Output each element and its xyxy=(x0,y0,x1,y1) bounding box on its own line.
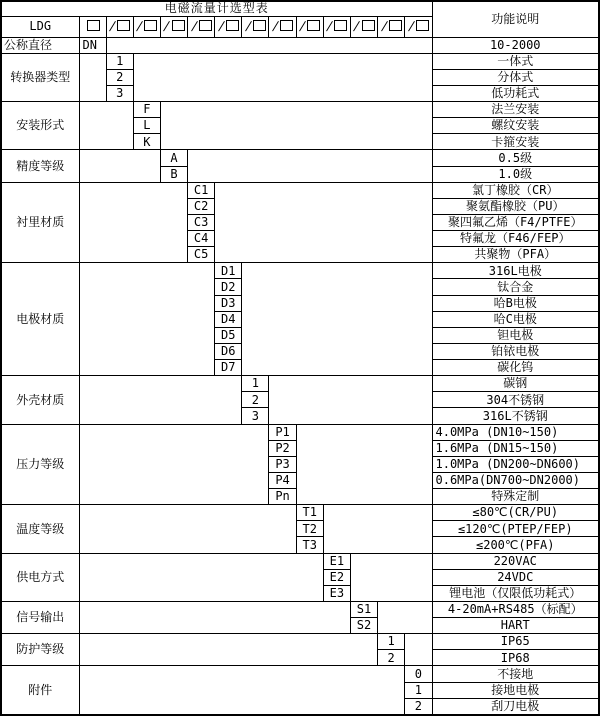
code-cell: 1 xyxy=(378,634,405,650)
selection-box-cell xyxy=(405,16,432,37)
code-cell: 1 xyxy=(242,376,269,392)
empty-cell xyxy=(133,53,432,101)
function-description-header: 功能说明 xyxy=(432,1,599,37)
table-row xyxy=(1,505,599,521)
selection-box-cell xyxy=(188,16,215,37)
code-cell: L xyxy=(133,118,160,134)
table-row xyxy=(1,102,599,118)
slash-separator: / xyxy=(298,19,308,33)
description-cell: 一体式 xyxy=(432,53,599,69)
code-cell: T1 xyxy=(296,505,323,521)
table-row xyxy=(1,666,599,682)
selection-box-icon xyxy=(280,20,293,31)
code-cell: 0 xyxy=(405,666,432,682)
section-label: 安装形式 xyxy=(1,102,79,150)
section-label: 公称直径 xyxy=(1,37,79,53)
selection-box-cell xyxy=(242,16,269,37)
table-row xyxy=(1,263,599,279)
table-row xyxy=(1,424,599,440)
description-cell: 共聚物（PFA） xyxy=(432,247,599,263)
description-cell: 刮刀电极 xyxy=(432,698,599,715)
description-cell: IP65 xyxy=(432,634,599,650)
description-cell: 螺纹安装 xyxy=(432,118,599,134)
empty-cell xyxy=(79,666,405,715)
empty-cell xyxy=(79,634,378,666)
description-cell: 1.0级 xyxy=(432,166,599,182)
code-cell: 1 xyxy=(106,53,133,69)
description-cell: 氯丁橡胶（CR） xyxy=(432,182,599,198)
table-title: 电磁流量计选型表 xyxy=(1,1,432,16)
code-cell: 2 xyxy=(378,650,405,666)
description-cell: 不接地 xyxy=(432,666,599,682)
empty-cell xyxy=(378,601,432,633)
section-label: 供电方式 xyxy=(1,553,79,601)
description-cell: 特氟龙（F46/FEP） xyxy=(432,231,599,247)
selection-box-cell xyxy=(160,16,187,37)
empty-cell xyxy=(79,263,215,376)
description-cell: 特殊定制 xyxy=(432,489,599,505)
description-cell: 0.5级 xyxy=(432,150,599,166)
code-cell: P1 xyxy=(269,424,296,440)
selection-box-cell xyxy=(350,16,377,37)
empty-cell xyxy=(79,424,269,505)
selection-box-icon xyxy=(172,20,185,31)
code-cell: B xyxy=(160,166,187,182)
slash-separator: / xyxy=(135,19,145,33)
empty-cell xyxy=(79,150,160,182)
slash-separator: / xyxy=(162,19,172,33)
selection-box-cell xyxy=(269,16,296,37)
description-cell: 聚四氟乙烯（F4/PTFE） xyxy=(432,214,599,230)
slash-separator: / xyxy=(270,19,281,33)
description-cell: 220VAC xyxy=(432,553,599,569)
code-cell: C3 xyxy=(188,214,215,230)
selection-box-icon xyxy=(87,20,100,31)
table-row xyxy=(1,53,599,69)
slash-separator: / xyxy=(216,19,226,33)
description-cell: 哈B电极 xyxy=(432,295,599,311)
section-label: 外壳材质 xyxy=(1,376,79,424)
empty-cell xyxy=(350,553,432,601)
empty-cell xyxy=(79,553,323,601)
description-cell: 304不锈钢 xyxy=(432,392,599,408)
slash-separator: / xyxy=(379,19,389,33)
empty-cell xyxy=(269,376,432,424)
table-row xyxy=(1,634,599,650)
slash-separator: / xyxy=(108,19,118,33)
section-label: 温度等级 xyxy=(1,505,79,553)
slash-separator: / xyxy=(406,19,416,33)
selection-box-cell xyxy=(106,16,133,37)
empty-cell xyxy=(188,150,432,182)
description-cell: 4.0MPa (DN10~150) xyxy=(432,424,599,440)
description-cell: 24VDC xyxy=(432,569,599,585)
code-cell: E3 xyxy=(323,585,350,601)
description-cell: 钽电极 xyxy=(432,327,599,343)
table-row xyxy=(1,553,599,569)
slash-separator: / xyxy=(352,19,362,33)
table-row xyxy=(1,601,599,617)
selection-box-cell xyxy=(296,16,323,37)
description-cell: 聚氨酯橡胶（PU） xyxy=(432,198,599,214)
empty-cell xyxy=(79,102,133,150)
code-cell: P3 xyxy=(269,456,296,472)
code-cell: P2 xyxy=(269,440,296,456)
description-cell: 卡箍安装 xyxy=(432,134,599,150)
code-cell: E2 xyxy=(323,569,350,585)
selection-box-icon xyxy=(389,20,402,31)
selection-box-icon xyxy=(334,20,347,31)
description-cell: ≤200℃(PFA) xyxy=(432,537,599,553)
description-cell: 法兰安装 xyxy=(432,102,599,118)
model-prefix: LDG xyxy=(1,16,79,37)
code-cell: C2 xyxy=(188,198,215,214)
description-cell: 10-2000 xyxy=(432,37,599,53)
code-cell: T2 xyxy=(296,521,323,537)
description-cell: 钛合金 xyxy=(432,279,599,295)
description-cell: HART xyxy=(432,618,599,634)
description-cell: 4-20mA+RS485（标配） xyxy=(432,601,599,617)
code-cell: 2 xyxy=(106,69,133,85)
selection-box-icon xyxy=(307,20,320,31)
empty-cell xyxy=(242,263,432,376)
code-cell: C4 xyxy=(188,231,215,247)
code-cell: 2 xyxy=(405,698,432,715)
code-cell: F xyxy=(133,102,160,118)
empty-cell xyxy=(79,505,296,553)
section-label: 衬里材质 xyxy=(1,182,79,263)
selection-box-cell xyxy=(215,16,242,37)
description-cell: 分体式 xyxy=(432,69,599,85)
description-cell: ≤80℃(CR/PU) xyxy=(432,505,599,521)
slash-separator: / xyxy=(325,19,335,33)
description-cell: 316L电极 xyxy=(432,263,599,279)
empty-cell xyxy=(79,376,242,424)
code-cell: 2 xyxy=(242,392,269,408)
selection-box-cell xyxy=(133,16,160,37)
selection-box-icon xyxy=(144,20,157,31)
description-cell: 锂电池（仅限低功耗式） xyxy=(432,585,599,601)
description-cell: 1.0MPa (DN200~DN600) xyxy=(432,456,599,472)
description-cell: 接地电极 xyxy=(432,682,599,698)
section-label: 防护等级 xyxy=(1,634,79,666)
description-cell: 1.6MPa (DN15~150) xyxy=(432,440,599,456)
selection-box-icon xyxy=(117,20,130,31)
empty-cell xyxy=(79,53,106,101)
code-cell: D3 xyxy=(215,295,242,311)
section-label: 信号输出 xyxy=(1,601,79,633)
code-cell: D7 xyxy=(215,360,242,376)
table-row xyxy=(1,376,599,392)
code-cell: DN xyxy=(79,37,106,53)
selection-box-icon xyxy=(362,20,375,31)
code-cell: K xyxy=(133,134,160,150)
code-cell: S2 xyxy=(350,618,377,634)
empty-cell xyxy=(79,182,188,263)
empty-cell xyxy=(106,37,432,53)
code-cell: 1 xyxy=(405,682,432,698)
selection-box-icon xyxy=(253,20,266,31)
empty-cell xyxy=(296,424,432,505)
empty-cell xyxy=(160,102,432,150)
description-cell: 316L不锈钢 xyxy=(432,408,599,424)
code-cell: T3 xyxy=(296,537,323,553)
slash-separator: / xyxy=(243,19,254,33)
table-row xyxy=(1,37,599,53)
selection-box-cell xyxy=(378,16,405,37)
description-cell: 0.6MPa(DN700~DN2000) xyxy=(432,472,599,488)
description-cell: IP68 xyxy=(432,650,599,666)
code-cell: E1 xyxy=(323,553,350,569)
code-cell: 3 xyxy=(242,408,269,424)
code-cell: D2 xyxy=(215,279,242,295)
code-cell: D6 xyxy=(215,343,242,359)
description-cell: ≤120℃(PTEP/FEP) xyxy=(432,521,599,537)
section-label: 压力等级 xyxy=(1,424,79,505)
slash-separator: / xyxy=(189,19,199,33)
empty-cell xyxy=(405,634,432,666)
code-cell: D5 xyxy=(215,327,242,343)
selection-box-cell xyxy=(79,16,106,37)
description-cell: 铂铱电极 xyxy=(432,343,599,359)
section-label: 电极材质 xyxy=(1,263,79,376)
code-cell: C5 xyxy=(188,247,215,263)
description-cell: 低功耗式 xyxy=(432,85,599,101)
section-label: 附件 xyxy=(1,666,79,715)
description-cell: 碳化钨 xyxy=(432,360,599,376)
selection-box-icon xyxy=(199,20,212,31)
selection-box-cell xyxy=(323,16,350,37)
code-cell: D1 xyxy=(215,263,242,279)
code-cell: 3 xyxy=(106,85,133,101)
empty-cell xyxy=(323,505,432,553)
code-cell: S1 xyxy=(350,601,377,617)
code-cell: P4 xyxy=(269,472,296,488)
empty-cell xyxy=(215,182,432,263)
empty-cell xyxy=(79,601,350,633)
code-cell: A xyxy=(160,150,187,166)
table-row xyxy=(1,182,599,198)
code-cell: Pn xyxy=(269,489,296,505)
selection-box-icon xyxy=(416,20,429,31)
table-row xyxy=(1,150,599,166)
description-cell: 碳钢 xyxy=(432,376,599,392)
code-cell: D4 xyxy=(215,311,242,327)
selection-box-icon xyxy=(226,20,239,31)
section-label: 精度等级 xyxy=(1,150,79,182)
description-cell: 哈C电极 xyxy=(432,311,599,327)
section-label: 转换器类型 xyxy=(1,53,79,101)
code-cell: C1 xyxy=(188,182,215,198)
